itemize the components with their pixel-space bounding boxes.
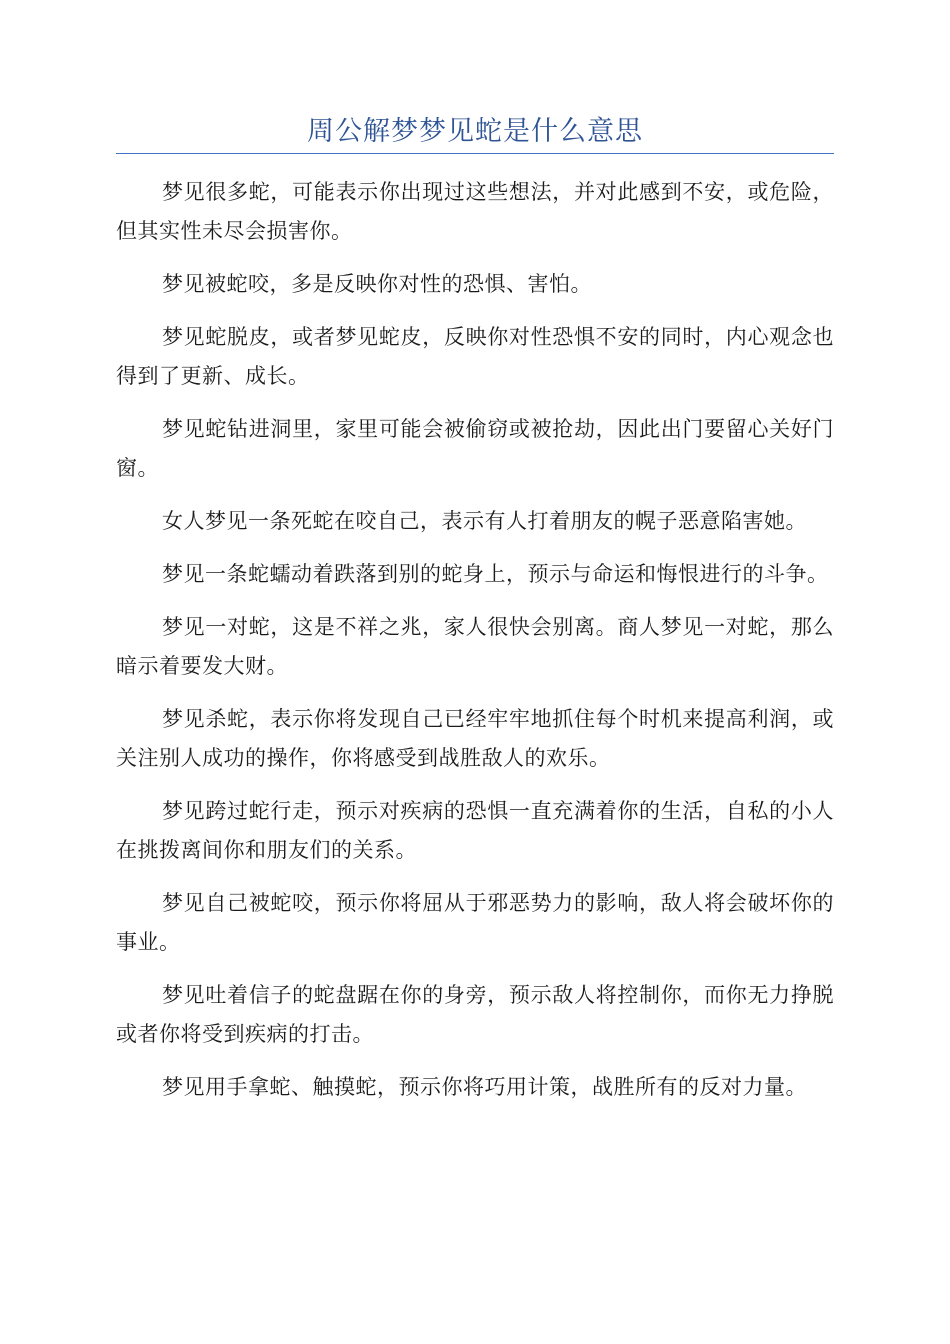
paragraph: 梦见被蛇咬，多是反映你对性的恐惧、害怕。 [162,272,592,296]
paragraph: 梦见一对蛇，这是不祥之兆，家人很快会别离。商人梦见一对蛇，那么暗示着要发大财。 [116,615,834,678]
paragraph: 梦见杀蛇，表示你将发现自己已经牢牢地抓住每个时机来提高利润，或关注别人成功的操作，你将感受到战胜敌人的欢乐。 [116,707,834,770]
document-title: 周公解梦梦见蛇是什么意思 [307,116,643,147]
document-body [116,173,834,1121]
paragraph: 梦见蛇脱皮，或者梦见蛇皮，反映你对性恐惧不安的同时，内心观念也得到了更新、成长。 [116,325,834,388]
paragraph: 女人梦见一条死蛇在咬自己，表示有人打着朋友的幌子恶意陷害她。 [162,509,807,533]
paragraph: 梦见自己被蛇咬，预示你将屈从于邪恶势力的影响，敌人将会破坏你的事业。 [116,891,834,954]
paragraph: 梦见用手拿蛇、触摸蛇，预示你将巧用计策，战胜所有的反对力量。 [162,1075,807,1099]
title-underline-divider [116,153,834,154]
paragraph: 梦见吐着信子的蛇盘踞在你的身旁，预示敌人将控制你，而你无力挣脱或者你将受到疾病的打击。 [116,983,834,1046]
paragraph: 梦见跨过蛇行走，预示对疾病的恐惧一直充满着你的生活，自私的小人在挑拨离间你和朋友们的关系。 [116,799,834,862]
paragraph: 梦见一条蛇蠕动着跌落到别的蛇身上，预示与命运和悔恨进行的斗争。 [162,562,829,586]
paragraph: 梦见很多蛇，可能表示你出现过这些想法，并对此感到不安，或危险，但其实性未尽会损害你。 [116,180,834,243]
paragraph: 梦见蛇钻进洞里，家里可能会被偷窃或被抢劫，因此出门要留心关好门窗。 [116,417,834,480]
